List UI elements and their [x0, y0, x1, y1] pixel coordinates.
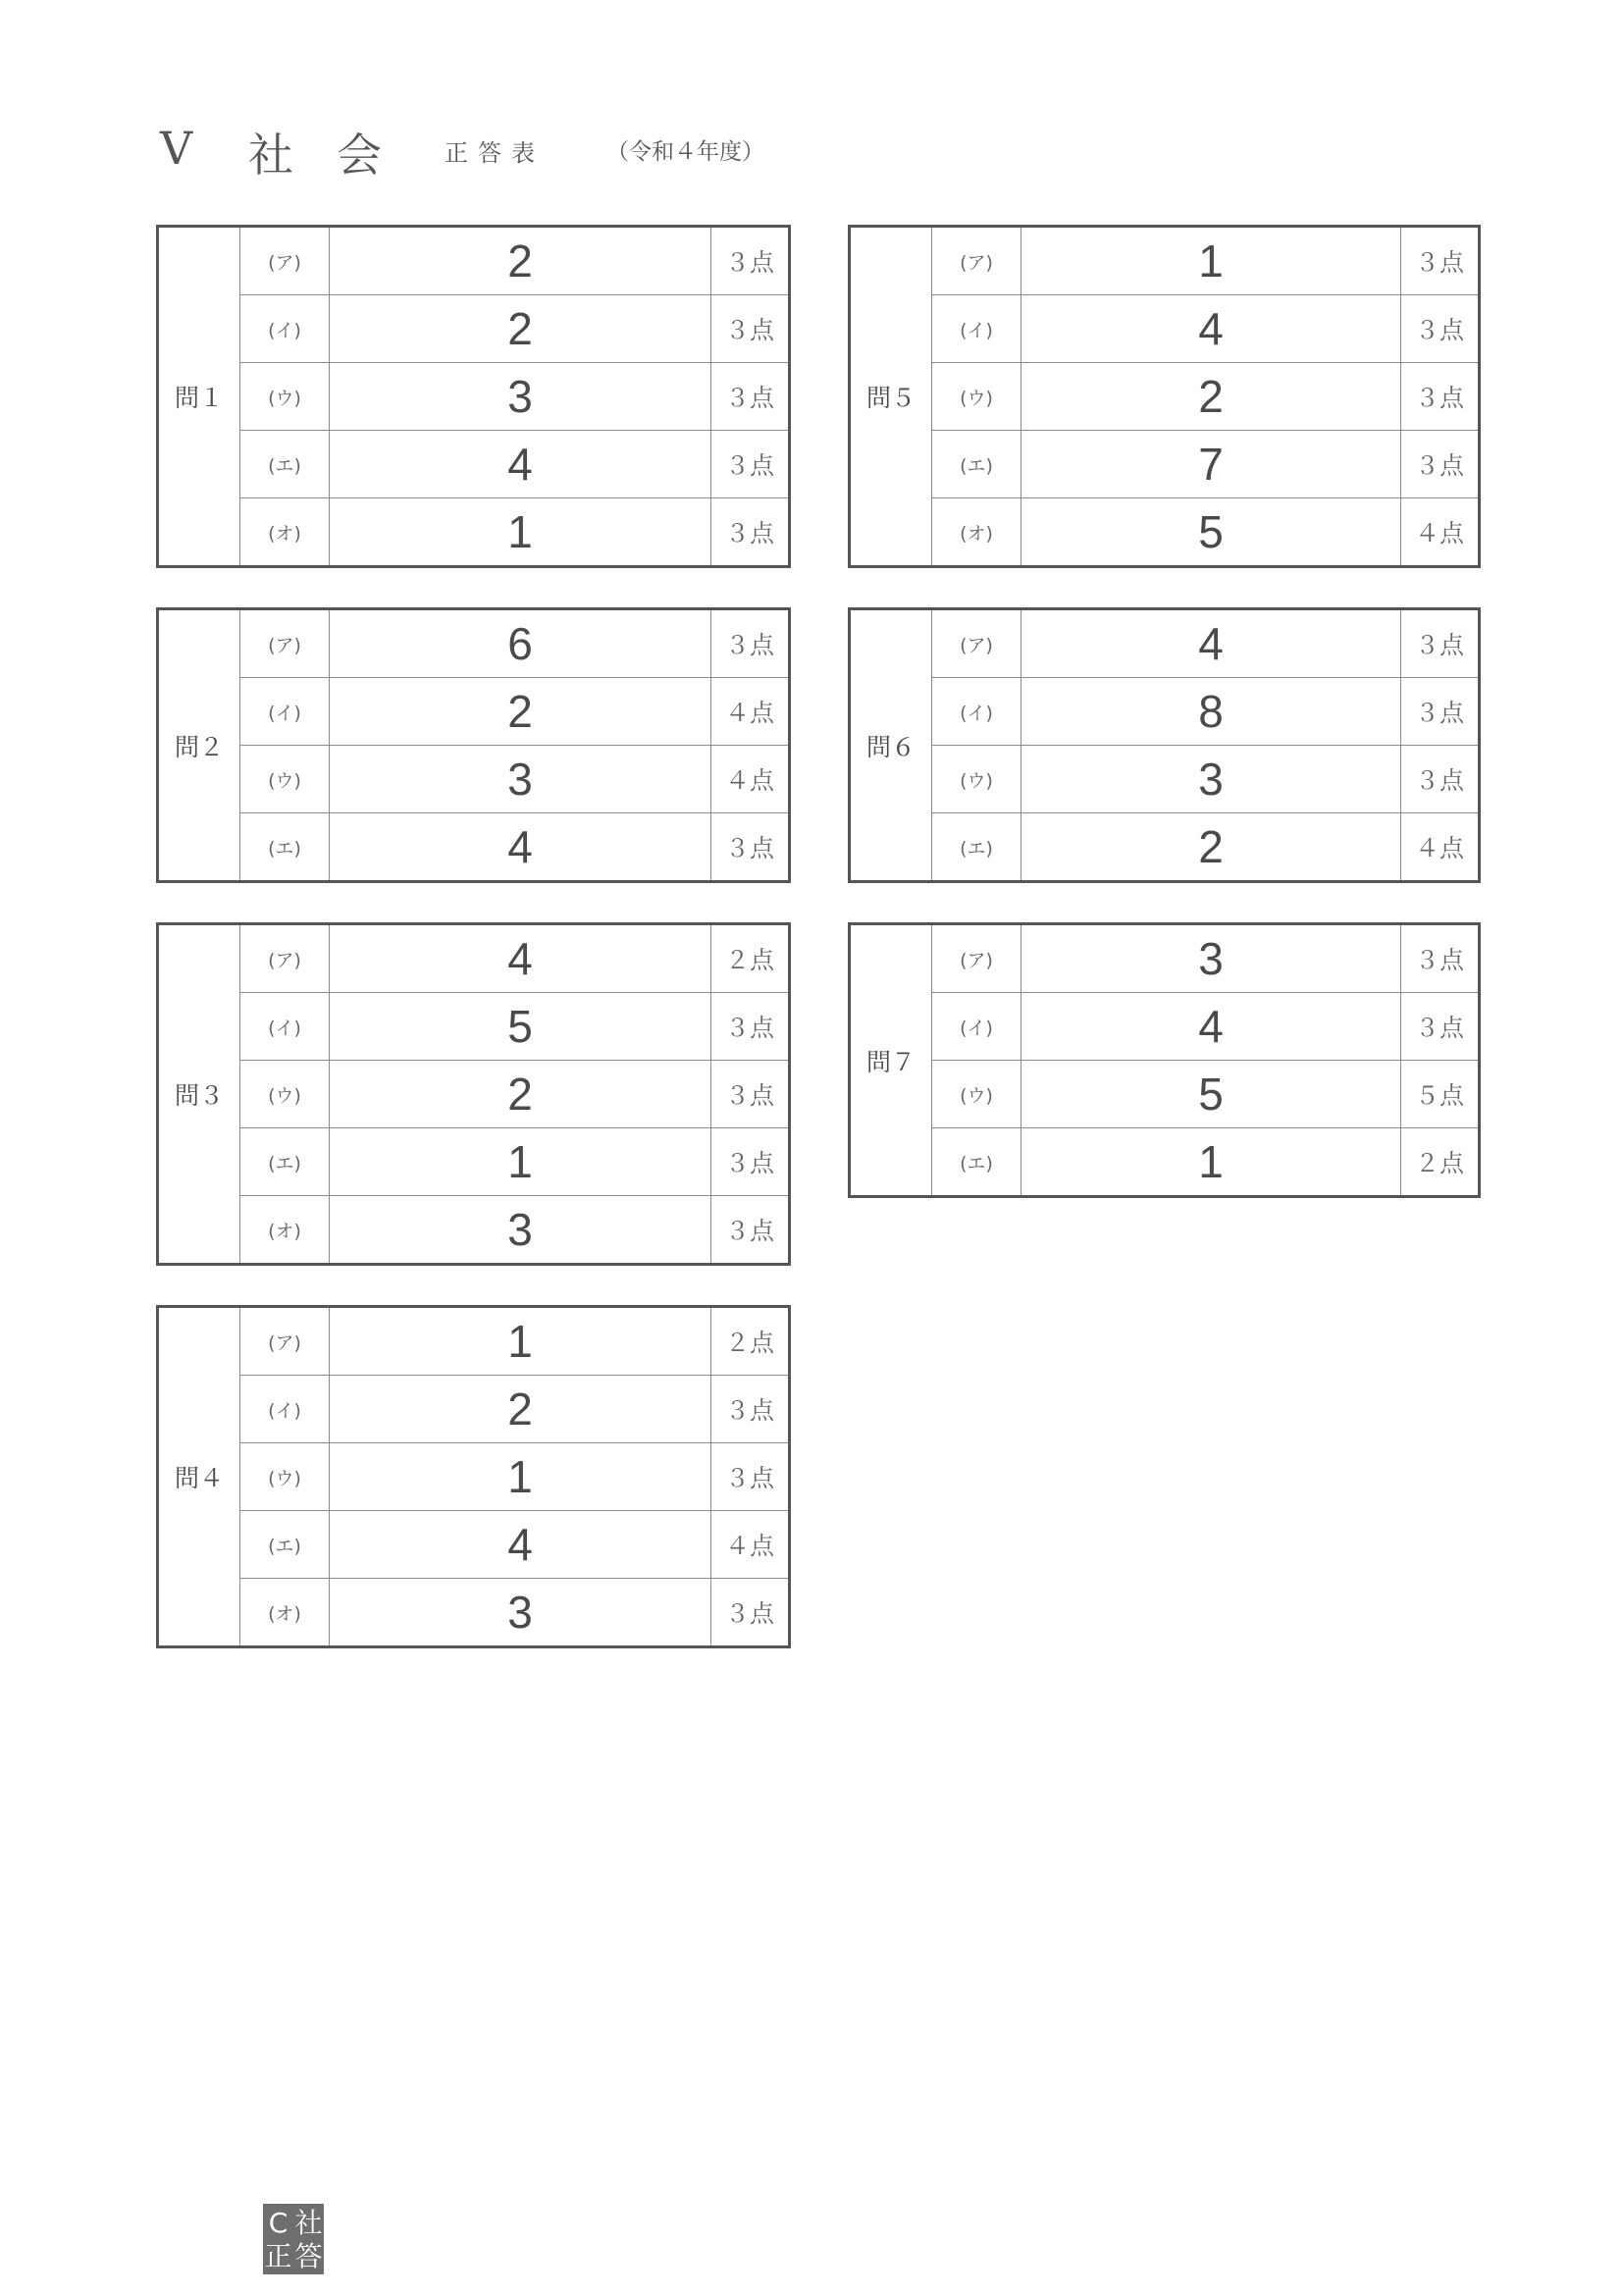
sub-question-label: (ア) — [240, 924, 330, 993]
points-value: ４点 — [711, 1511, 790, 1579]
sub-question-label: (オ) — [240, 498, 330, 567]
answer-value: 4 — [330, 1511, 711, 1579]
answer-value: 1 — [1021, 1128, 1401, 1197]
answer-value: 1 — [330, 1443, 711, 1511]
sub-question-label: (ウ) — [932, 1061, 1021, 1128]
answer-row — [850, 1061, 1480, 1128]
answer-value: 4 — [330, 924, 711, 993]
points-value: ４点 — [1401, 498, 1480, 567]
answer-row — [158, 498, 790, 567]
points-value: ３点 — [1401, 678, 1480, 746]
answer-row — [158, 1376, 790, 1443]
answer-row — [158, 746, 790, 813]
answer-row — [158, 678, 790, 746]
points-value: ３点 — [1401, 609, 1480, 678]
answer-row — [158, 295, 790, 363]
sub-question-label: (イ) — [240, 295, 330, 363]
stamp-char: 答 — [294, 2240, 323, 2272]
question-label: 問６ — [850, 609, 932, 882]
answer-value: 4 — [1021, 295, 1401, 363]
answer-row — [158, 1061, 790, 1128]
answer-value: 1 — [330, 1307, 711, 1376]
answer-row — [158, 813, 790, 882]
answer-value: 2 — [1021, 813, 1401, 882]
sub-question-label: (エ) — [932, 1128, 1021, 1197]
points-value: ３点 — [1401, 431, 1480, 498]
section-numeral: V — [160, 122, 193, 175]
answer-row — [850, 813, 1480, 882]
points-value: ３点 — [711, 227, 790, 295]
points-value: ３点 — [711, 993, 790, 1061]
sub-question-label: (エ) — [932, 813, 1021, 882]
answer-row — [850, 993, 1480, 1061]
sub-question-label: (エ) — [240, 813, 330, 882]
answer-value: 8 — [1021, 678, 1401, 746]
sub-question-label: (イ) — [240, 1376, 330, 1443]
answer-value: 5 — [1021, 498, 1401, 567]
sub-question-label: (イ) — [932, 993, 1021, 1061]
question-label: 問１ — [158, 227, 240, 567]
sub-question-label: (ア) — [932, 924, 1021, 993]
points-value: ３点 — [711, 1128, 790, 1196]
answer-row — [158, 1579, 790, 1647]
question-1-table — [156, 225, 791, 568]
sub-question-label: (イ) — [932, 678, 1021, 746]
answer-value: 4 — [1021, 609, 1401, 678]
answer-value: 3 — [330, 363, 711, 431]
answer-key-label: 正答表 — [445, 139, 545, 167]
points-value: ３点 — [711, 1376, 790, 1443]
points-value: ３点 — [711, 295, 790, 363]
question-4-table — [156, 1305, 791, 1648]
sub-question-label: (オ) — [240, 1579, 330, 1647]
answer-value: 3 — [1021, 924, 1401, 993]
question-label: 問２ — [158, 609, 240, 882]
question-2-table — [156, 607, 791, 883]
question-label: 問４ — [158, 1307, 240, 1647]
question-6-table — [848, 607, 1481, 883]
points-value: ３点 — [711, 1061, 790, 1128]
answer-value: 2 — [330, 295, 711, 363]
stamp-char: C — [268, 2207, 288, 2239]
sub-question-label: (イ) — [240, 678, 330, 746]
question-3-table — [156, 922, 791, 1266]
answer-value: 2 — [330, 227, 711, 295]
points-value: ３点 — [711, 1443, 790, 1511]
sub-question-label: (エ) — [240, 1511, 330, 1579]
answer-value: 3 — [330, 1196, 711, 1265]
question-label: 問３ — [158, 924, 240, 1265]
answer-value: 2 — [330, 1376, 711, 1443]
answer-row — [850, 498, 1480, 567]
answer-row — [158, 924, 790, 993]
stamp-char: 社 — [294, 2207, 323, 2239]
answer-value: 3 — [330, 1579, 711, 1647]
answer-value: 1 — [330, 498, 711, 567]
answer-row — [850, 746, 1480, 813]
sub-question-label: (エ) — [240, 431, 330, 498]
answer-value: 4 — [330, 813, 711, 882]
answer-row — [158, 1511, 790, 1579]
points-value: ３点 — [1401, 924, 1480, 993]
answer-row — [158, 1443, 790, 1511]
sub-question-label: (エ) — [932, 431, 1021, 498]
points-value: ３点 — [1401, 295, 1480, 363]
answer-row — [158, 431, 790, 498]
answer-value: 5 — [330, 993, 711, 1061]
points-value: ２点 — [1401, 1128, 1480, 1197]
points-value: ３点 — [711, 363, 790, 431]
points-value: ３点 — [711, 431, 790, 498]
points-value: ３点 — [711, 813, 790, 882]
sub-question-label: (オ) — [240, 1196, 330, 1265]
exam-year: （令和４年度） — [606, 139, 764, 165]
points-value: ３点 — [1401, 993, 1480, 1061]
sub-question-label: (ウ) — [240, 1061, 330, 1128]
answer-row — [850, 609, 1480, 678]
points-value: ３点 — [711, 1196, 790, 1265]
sub-question-label: (ア) — [240, 227, 330, 295]
points-value: ４点 — [1401, 813, 1480, 882]
sub-question-label: (ウ) — [932, 363, 1021, 431]
answer-value: 5 — [1021, 1061, 1401, 1128]
answer-row — [850, 924, 1480, 993]
points-value: ３点 — [711, 1579, 790, 1647]
answer-row — [158, 1128, 790, 1196]
points-value: ５点 — [1401, 1061, 1480, 1128]
points-value: ３点 — [1401, 227, 1480, 295]
answer-row — [158, 609, 790, 678]
answer-row — [850, 431, 1480, 498]
answer-value: 2 — [330, 678, 711, 746]
answer-row — [158, 1307, 790, 1376]
subject-title: 社会 — [248, 129, 425, 182]
answer-row — [850, 227, 1480, 295]
answer-row — [158, 1196, 790, 1265]
sub-question-label: (イ) — [240, 993, 330, 1061]
answer-row — [850, 1128, 1480, 1197]
answer-value: 3 — [1021, 746, 1401, 813]
points-value: ３点 — [711, 609, 790, 678]
question-label: 問５ — [850, 227, 932, 567]
points-value: ４点 — [711, 746, 790, 813]
points-value: ３点 — [711, 498, 790, 567]
answer-value: 1 — [330, 1128, 711, 1196]
sub-question-label: (オ) — [932, 498, 1021, 567]
sub-question-label: (イ) — [932, 295, 1021, 363]
answer-value: 2 — [330, 1061, 711, 1128]
answer-value: 4 — [1021, 993, 1401, 1061]
answer-row — [158, 363, 790, 431]
answer-row — [850, 295, 1480, 363]
stamp-char: 正 — [264, 2240, 292, 2272]
answer-value: 2 — [1021, 363, 1401, 431]
points-value: ４点 — [711, 678, 790, 746]
answer-row — [158, 993, 790, 1061]
sub-question-label: (ウ) — [240, 363, 330, 431]
document-stamp — [263, 2204, 324, 2274]
sub-question-label: (ア) — [240, 1307, 330, 1376]
question-7-table — [848, 922, 1481, 1198]
sub-question-label: (ア) — [240, 609, 330, 678]
sub-question-label: (ウ) — [240, 1443, 330, 1511]
answer-value: 4 — [330, 431, 711, 498]
answer-value: 6 — [330, 609, 711, 678]
answer-value: 1 — [1021, 227, 1401, 295]
answer-value: 7 — [1021, 431, 1401, 498]
sub-question-label: (ア) — [932, 609, 1021, 678]
question-5-table — [848, 225, 1481, 568]
points-value: ３点 — [1401, 363, 1480, 431]
answer-row — [850, 363, 1480, 431]
sub-question-label: (ウ) — [932, 746, 1021, 813]
sub-question-label: (エ) — [240, 1128, 330, 1196]
answer-row — [850, 678, 1480, 746]
points-value: ３点 — [1401, 746, 1480, 813]
answer-row — [158, 227, 790, 295]
sub-question-label: (ア) — [932, 227, 1021, 295]
sub-question-label: (ウ) — [240, 746, 330, 813]
points-value: ２点 — [711, 924, 790, 993]
answer-value: 3 — [330, 746, 711, 813]
question-label: 問７ — [850, 924, 932, 1197]
points-value: ２点 — [711, 1307, 790, 1376]
